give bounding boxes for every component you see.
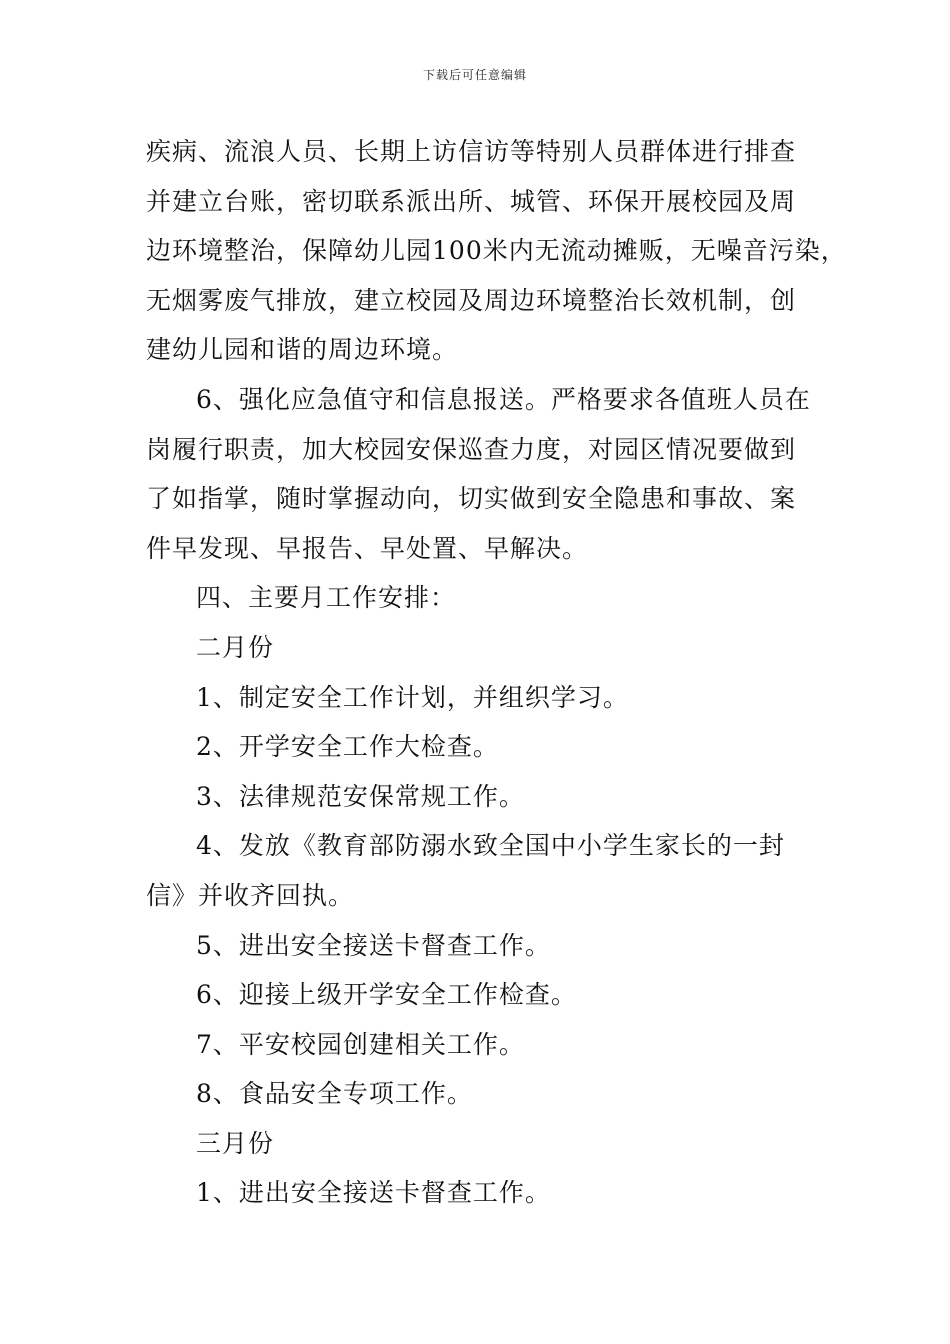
list-item: 6、迎接上级开学安全工作检查。 xyxy=(196,980,577,1010)
month-heading: 三月份 xyxy=(196,1128,275,1158)
list-item: 7、平安校园创建相关工作。 xyxy=(196,1029,525,1059)
list-item: 3、法律规范安保常规工作。 xyxy=(196,781,525,811)
page-header-note: 下载后可任意编辑 xyxy=(422,68,527,82)
list-item: 2、开学安全工作大检查。 xyxy=(196,732,499,762)
text-line: 建幼儿园和谐的周边环境。 xyxy=(146,335,459,365)
list-item-continuation: 信》并收齐回执。 xyxy=(146,880,355,910)
list-item: 1、进出安全接送卡督查工作。 xyxy=(196,1178,551,1208)
text-line: 疾病、流浪人员、长期上访信访等特别人员群体进行排查 xyxy=(146,137,797,166)
text-line: 了如指掌，随时掌握动向，切实做到安全隐患和事故、案 xyxy=(146,484,797,514)
document-body xyxy=(146,127,847,1218)
list-item: 5、进出安全接送卡督查工作。 xyxy=(196,930,551,960)
text-line: 并建立台账，密切联系派出所、城管、环保开展校园及周 xyxy=(146,186,797,216)
list-item: 8、食品安全专项工作。 xyxy=(196,1079,473,1109)
text-line: 无烟雾废气排放，建立校园及周边环境整治长效机制，创 xyxy=(146,285,797,315)
month-heading: 二月份 xyxy=(196,632,275,662)
list-item: 4、发放《教育部防溺水致全国中小学生家长的一封 xyxy=(196,831,785,861)
text-line: 边环境整治，保障幼儿园100米内无流动摊贩，无噪音污染， xyxy=(146,236,847,266)
text-line: 6、强化应急值守和信息报送。严格要求各值班人员在 xyxy=(196,384,811,414)
text-line: 件早发现、早报告、早处置、早解决。 xyxy=(146,533,589,563)
list-item: 1、制定安全工作计划，并组织学习。 xyxy=(196,682,629,712)
section-heading: 四、主要月工作安排： xyxy=(196,583,457,613)
text-line: 岗履行职责，加大校园安保巡查力度，对园区情况要做到 xyxy=(146,434,797,464)
